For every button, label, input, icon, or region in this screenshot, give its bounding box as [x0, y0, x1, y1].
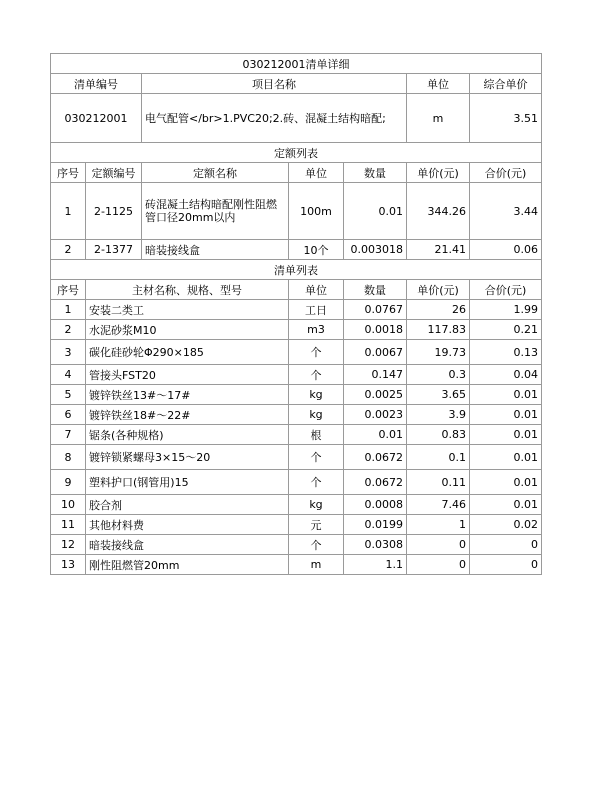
material-row — [51, 495, 542, 515]
material-name: 镀锌锁紧螺母3×15～20 — [86, 445, 289, 470]
quota-code: 2-1125 — [86, 183, 142, 240]
quota-name: 砖混凝土结构暗配刚性阻燃管口径20mm以内 — [142, 183, 289, 240]
material-price-header: 单价(元) — [407, 280, 470, 300]
material-row — [51, 405, 542, 425]
material-row — [51, 535, 542, 555]
quota-seq: 1 — [51, 183, 86, 240]
material-seq: 5 — [51, 385, 86, 405]
quota-unit: 100m — [289, 183, 344, 240]
material-qty: 0.0008 — [344, 495, 407, 515]
bill-unit-price: 3.51 — [470, 94, 542, 143]
material-name: 胶合剂 — [86, 495, 289, 515]
material-qty: 1.1 — [344, 555, 407, 575]
material-seq: 6 — [51, 405, 86, 425]
material-total: 0.13 — [470, 340, 542, 365]
material-total: 0.21 — [470, 320, 542, 340]
material-name: 锯条(各种规格) — [86, 425, 289, 445]
material-qty: 0.0767 — [344, 300, 407, 320]
material-seq: 3 — [51, 340, 86, 365]
quota-price-header: 单价(元) — [407, 163, 470, 183]
material-qty: 0.0025 — [344, 385, 407, 405]
quota-header-row — [51, 163, 542, 183]
material-total-header: 合价(元) — [470, 280, 542, 300]
material-seq: 8 — [51, 445, 86, 470]
material-total: 0.01 — [470, 470, 542, 495]
material-unit: 个 — [289, 470, 344, 495]
quota-section-row — [51, 143, 542, 163]
material-price: 0.3 — [407, 365, 470, 385]
material-header-row — [51, 280, 542, 300]
material-price: 117.83 — [407, 320, 470, 340]
material-section-title: 清单列表 — [51, 260, 542, 280]
material-unit: m — [289, 555, 344, 575]
quota-total: 3.44 — [470, 183, 542, 240]
quota-seq-header: 序号 — [51, 163, 86, 183]
material-qty: 0.0018 — [344, 320, 407, 340]
quota-qty: 0.003018 — [344, 240, 407, 260]
quota-qty-header: 数量 — [344, 163, 407, 183]
material-unit: kg — [289, 385, 344, 405]
bill-price-header: 综合单价 — [470, 74, 542, 94]
material-name: 碳化硅砂轮Φ290×185 — [86, 340, 289, 365]
material-unit: 工日 — [289, 300, 344, 320]
material-unit: kg — [289, 405, 344, 425]
quota-price: 21.41 — [407, 240, 470, 260]
bill-code-header: 清单编号 — [51, 74, 142, 94]
material-name: 刚性阻燃管20mm — [86, 555, 289, 575]
material-unit: 根 — [289, 425, 344, 445]
quota-seq: 2 — [51, 240, 86, 260]
quota-qty: 0.01 — [344, 183, 407, 240]
material-price: 0.83 — [407, 425, 470, 445]
bill-name: 电气配管</br>1.PVC20;2.砖、混凝土结构暗配; — [142, 94, 407, 143]
material-price: 3.9 — [407, 405, 470, 425]
material-name: 水泥砂浆M10 — [86, 320, 289, 340]
material-unit: 个 — [289, 445, 344, 470]
material-seq: 7 — [51, 425, 86, 445]
material-price: 0.1 — [407, 445, 470, 470]
material-name: 安装二类工 — [86, 300, 289, 320]
material-total: 0 — [470, 555, 542, 575]
bill-row — [51, 94, 542, 143]
quota-unit: 10个 — [289, 240, 344, 260]
material-total: 0.01 — [470, 405, 542, 425]
material-section-row — [51, 260, 542, 280]
material-row — [51, 320, 542, 340]
quota-total: 0.06 — [470, 240, 542, 260]
material-price: 1 — [407, 515, 470, 535]
material-row — [51, 470, 542, 495]
material-row — [51, 555, 542, 575]
material-seq: 13 — [51, 555, 86, 575]
material-name: 镀锌铁丝18#～22# — [86, 405, 289, 425]
material-qty: 0.147 — [344, 365, 407, 385]
material-price: 19.73 — [407, 340, 470, 365]
material-name-header: 主材名称、规格、型号 — [86, 280, 289, 300]
material-row — [51, 300, 542, 320]
material-row — [51, 365, 542, 385]
material-price: 0 — [407, 555, 470, 575]
quota-total-header: 合价(元) — [470, 163, 542, 183]
material-seq: 11 — [51, 515, 86, 535]
bill-name-header: 项目名称 — [142, 74, 407, 94]
material-total: 0.04 — [470, 365, 542, 385]
quota-section-title: 定额列表 — [51, 143, 542, 163]
material-total: 0.01 — [470, 385, 542, 405]
quota-unit-header: 单位 — [289, 163, 344, 183]
material-seq-header: 序号 — [51, 280, 86, 300]
material-qty: 0.0308 — [344, 535, 407, 555]
material-name: 暗装接线盒 — [86, 535, 289, 555]
material-name: 其他材料费 — [86, 515, 289, 535]
material-row — [51, 445, 542, 470]
material-price: 3.65 — [407, 385, 470, 405]
quota-code-header: 定额编号 — [86, 163, 142, 183]
material-qty: 0.0199 — [344, 515, 407, 535]
material-total: 0.01 — [470, 495, 542, 515]
material-total: 0.01 — [470, 425, 542, 445]
material-row — [51, 515, 542, 535]
material-row — [51, 340, 542, 365]
material-qty-header: 数量 — [344, 280, 407, 300]
material-unit: 元 — [289, 515, 344, 535]
material-unit: 个 — [289, 535, 344, 555]
quota-row — [51, 183, 542, 240]
material-total: 0.02 — [470, 515, 542, 535]
material-qty: 0.0067 — [344, 340, 407, 365]
sheet-title: 030212001清单详细 — [51, 54, 542, 74]
material-seq: 4 — [51, 365, 86, 385]
quota-name: 暗装接线盒 — [142, 240, 289, 260]
bill-header-row — [51, 74, 542, 94]
material-total: 1.99 — [470, 300, 542, 320]
quota-row — [51, 240, 542, 260]
quota-code: 2-1377 — [86, 240, 142, 260]
material-seq: 1 — [51, 300, 86, 320]
material-price: 0.11 — [407, 470, 470, 495]
material-seq: 10 — [51, 495, 86, 515]
material-qty: 0.01 — [344, 425, 407, 445]
quota-price: 344.26 — [407, 183, 470, 240]
bill-detail-table — [50, 53, 542, 575]
material-price: 26 — [407, 300, 470, 320]
material-seq: 12 — [51, 535, 86, 555]
material-qty: 0.0672 — [344, 470, 407, 495]
material-qty: 0.0023 — [344, 405, 407, 425]
material-unit: m3 — [289, 320, 344, 340]
material-total: 0 — [470, 535, 542, 555]
material-unit: 个 — [289, 340, 344, 365]
material-unit-header: 单位 — [289, 280, 344, 300]
material-seq: 9 — [51, 470, 86, 495]
material-total: 0.01 — [470, 445, 542, 470]
material-row — [51, 425, 542, 445]
material-price: 7.46 — [407, 495, 470, 515]
material-unit: 个 — [289, 365, 344, 385]
material-seq: 2 — [51, 320, 86, 340]
material-price: 0 — [407, 535, 470, 555]
bill-unit-header: 单位 — [407, 74, 470, 94]
title-row — [51, 54, 542, 74]
material-name: 塑料护口(钢管用)15 — [86, 470, 289, 495]
material-row — [51, 385, 542, 405]
bill-code: 030212001 — [51, 94, 142, 143]
quota-name-header: 定额名称 — [142, 163, 289, 183]
material-name: 镀锌铁丝13#～17# — [86, 385, 289, 405]
material-unit: kg — [289, 495, 344, 515]
material-name: 管接头FST20 — [86, 365, 289, 385]
material-qty: 0.0672 — [344, 445, 407, 470]
bill-unit: m — [407, 94, 470, 143]
